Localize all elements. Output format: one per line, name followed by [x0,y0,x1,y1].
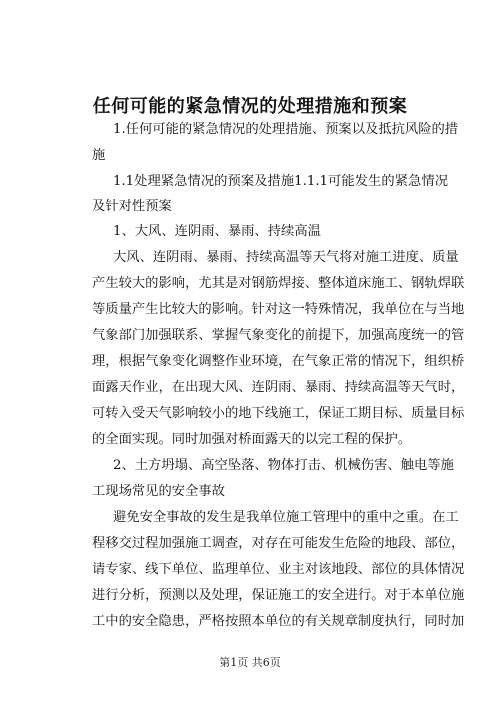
section-heading: 2、土方坍塌、高空坠落、物体打击、机械伤害、触电等施 [113,458,454,473]
section-heading: 工现场常见的安全事故 [92,484,225,499]
text-line: 大风、连阴雨、暴雨、持续高温等天气将对施工进度、质量 [113,250,459,265]
text-line: 产生较大的影响，尤其是对钢筋焊接、整体道床施工、钢轨焊联 [92,276,465,291]
text-line: 的全面实现。同时加强对桥面露天的以完工程的保护。 [92,432,412,447]
text-line: 1.1处理紧急情况的预案及措施1.1.1可能发生的紧急情况 [113,174,448,189]
document-title: 任何可能的紧急情况的处理措施和预案 [92,96,408,117]
text-line: 及针对性预案 [92,199,172,214]
text-line: 工中的安全隐患，严格按照本单位的有关规章制度执行，同时加 [92,614,465,629]
text-line: 气象部门加强联系、掌握气象变化的前提下，加强高度统一的管 [92,328,465,343]
text-line: 面露天作业，在出现大风、连阴雨、暴雨、持续高温等天气时， [92,380,465,395]
text-line: 理，根据气象变化调整作业环境，在气象正常的情况下，组织桥 [92,354,465,369]
text-line: 1.任何可能的紧急情况的处理措施、预案以及抵抗风险的措 [113,122,459,137]
page-number-footer: 第1页 共6页 [219,656,281,669]
text-line: 程移交过程加强施工调查，对存在可能发生危险的地段、部位， [92,536,465,551]
text-line: 等质量产生比较大的影响。针对这一特殊情况，我单位在与当地 [92,302,465,317]
text-line: 请专家、线下单位、监理单位、业主对该地段、部位的具体情况 [92,562,465,577]
text-line: 避免安全事故的发生是我单位施工管理中的重中之重。在工 [113,510,459,525]
section-heading: 1、大风、连阴雨、暴雨、持续高温 [113,224,321,239]
text-line: 进行分析，预测以及处理，保证施工的安全进行。对于本单位施 [92,588,465,603]
text-line: 可转入受天气影响较小的地下线施工，保证工期目标、质量目标 [92,406,465,421]
text-line: 施 [92,148,106,163]
